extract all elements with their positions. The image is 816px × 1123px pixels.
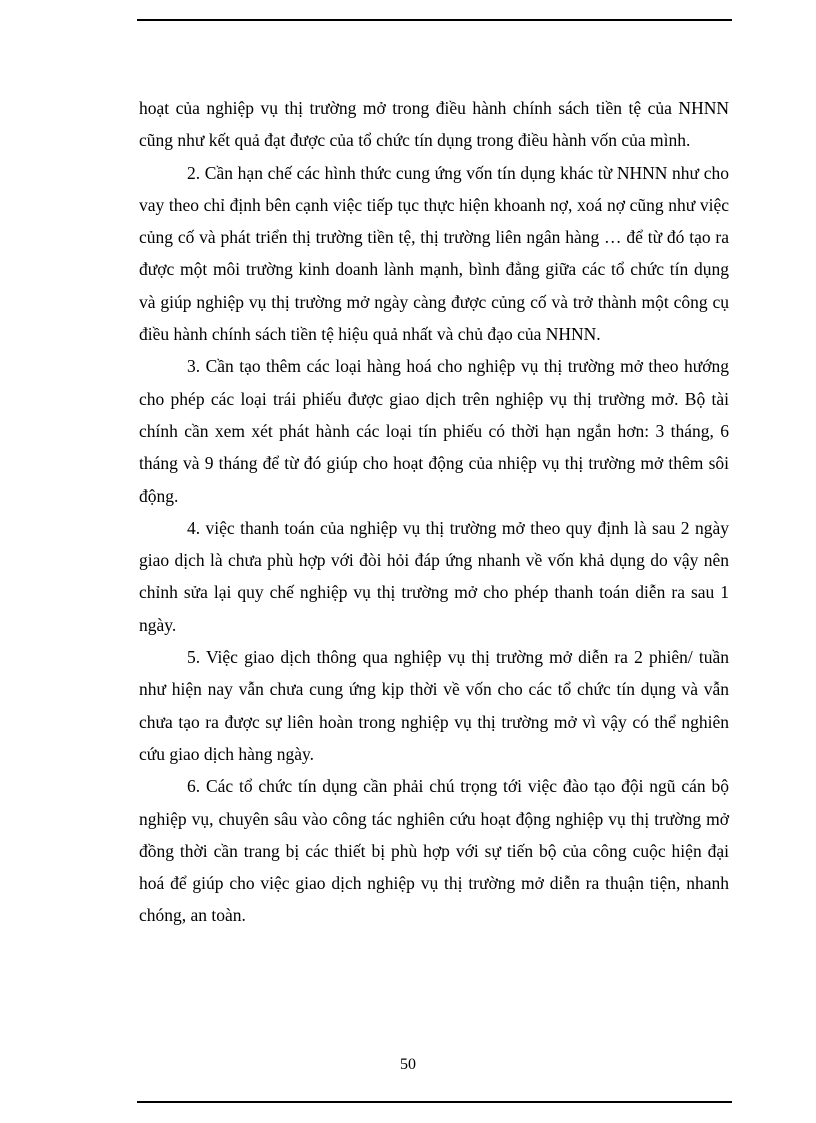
paragraph-item-6: 6. Các tổ chức tín dụng cần phải chú trọng tới việc đào tạo đội ngũ cán bộ nghiệp vụ, chuyên sâu vào công tác nghiên cứu hoạt động nghiệp vụ thị trường mở đồng thời cần trang bị các thiết bị phù hợp với sự tiến bộ của công cuộc hiện đại hoá để giúp cho việc giao dịch nghiệp vụ thị trường mở diễn ra thuận tiện, nhanh chóng, an toàn.: [139, 776, 729, 926]
footer-rule: [137, 1101, 732, 1103]
paragraph-continuation: hoạt của nghiệp vụ thị trường mở trong điều hành chính sách tiền tệ của NHNN cũng như kết quả đạt được của tổ chức tín dụng trong điều hành vốn của mình.: [139, 98, 729, 151]
paragraph-item-5: 5. Việc giao dịch thông qua nghiệp vụ thị trường mở diễn ra 2 phiên/ tuần như hiện nay vẫn chưa cung ứng kịp thời về vốn cho các tổ chức tín dụng và vẫn chưa tạo ra được sự liên hoàn trong nghiệp vụ thị trường mở vì vậy có thể nghiên cứu giao dịch hàng ngày.: [139, 647, 729, 764]
document-body: [139, 92, 729, 932]
paragraph-item-2: 2. Cần hạn chế các hình thức cung ứng vốn tín dụng khác từ NHNN như cho vay theo chỉ định bên cạnh việc tiếp tục thực hiện khoanh nợ, xoá nợ cũng như việc củng cố và phát triển thị trường tiền tệ, thị trường liên ngân hàng … để từ đó tạo ra được một môi trường kinh doanh lành mạnh, bình đẳng giữa các tổ chức tín dụng và giúp nghiệp vụ thị trường mở ngày càng được củng cố và trở thành một công cụ điều hành chính sách tiền tệ hiệu quả nhất và chủ đạo của NHNN.: [139, 162, 729, 345]
paragraph-item-4: 4. việc thanh toán của nghiệp vụ thị trường mở theo quy định là sau 2 ngày giao dịch là chưa phù hợp với đòi hỏi đáp ứng nhanh về vốn khả dụng do vậy nên chỉnh sửa lại quy chế nghiệp vụ thị trường mở cho phép thanh toán diễn ra sau 1 ngày.: [139, 517, 729, 635]
page-number: 50: [400, 1056, 416, 1073]
header-rule: [137, 19, 732, 21]
paragraph-item-3: 3. Cần tạo thêm các loại hàng hoá cho nghiệp vụ thị trường mở theo hướng cho phép các loại trái phiếu được giao dịch trên nghiệp vụ thị trường mở. Bộ tài chính cần xem xét phát hành các loại tín phiếu có thời hạn ngắn hơn: 3 tháng, 6 tháng và 9 tháng để từ đó giúp cho hoạt động của nhiệp vụ thị trường mở thêm sôi động.: [139, 356, 729, 506]
